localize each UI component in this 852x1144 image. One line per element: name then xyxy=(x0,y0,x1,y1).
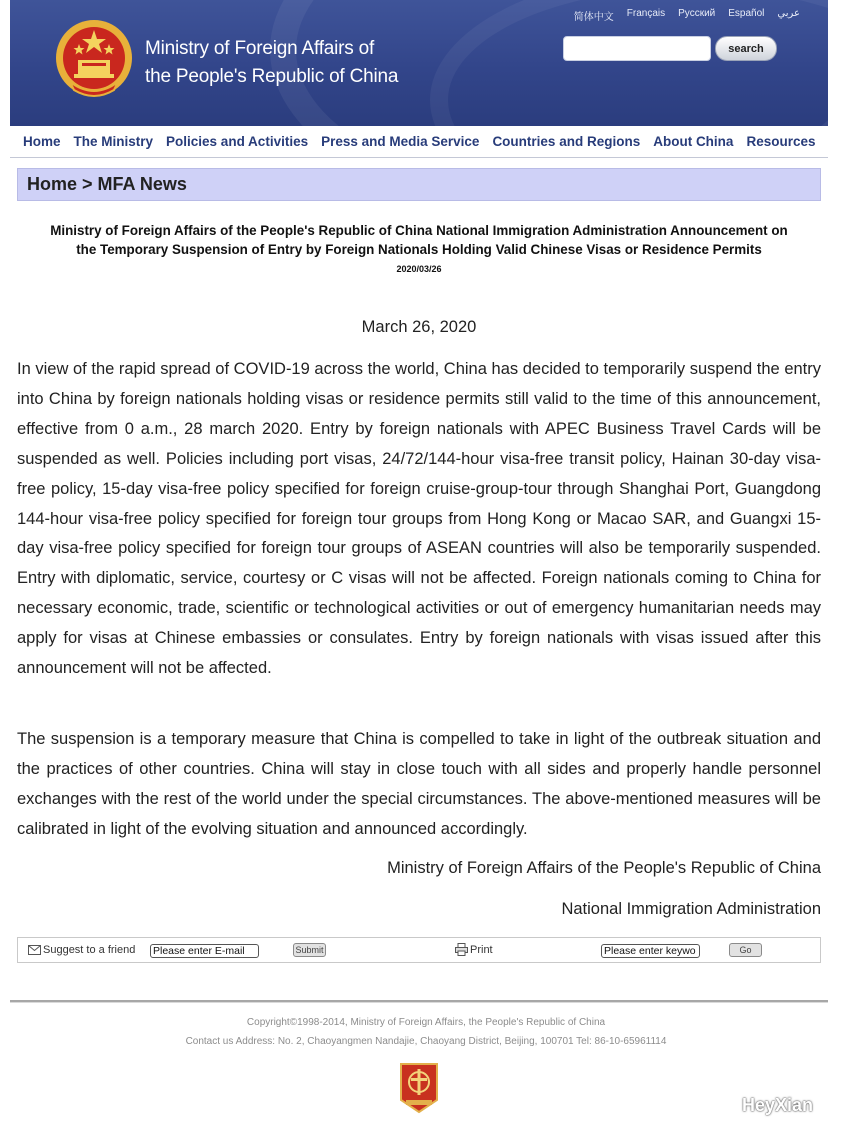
search-input[interactable] xyxy=(563,36,711,61)
national-emblem-icon xyxy=(54,16,134,100)
breadcrumb[interactable]: Home > MFA News xyxy=(17,168,821,201)
lang-link-chinese[interactable]: 简体中文 xyxy=(573,12,614,23)
wechat-watermark xyxy=(700,1092,813,1118)
lang-link-spanish[interactable]: Español xyxy=(728,8,765,19)
printer-icon[interactable] xyxy=(455,943,468,956)
nav-item-resources[interactable]: Resources xyxy=(746,134,816,149)
go-button[interactable]: Go xyxy=(729,943,762,957)
lang-link-russian[interactable]: Русский xyxy=(678,8,716,19)
article-paragraph-2: The suspension is a temporary measure that China is compelled to take in light of the outbreak situation and the practices of other countries. China will stay in close touch with all sides and properly handle personnel exchanges with the rest of the world under the special circumstances. The above-mentioned measures will be calibrated in light of the evolving situation and announced accordingly. xyxy=(17,730,821,838)
envelope-icon[interactable] xyxy=(28,945,41,955)
main-navigation xyxy=(10,126,828,158)
language-bar xyxy=(574,8,800,23)
nav-item-ministry[interactable]: The Ministry xyxy=(73,134,154,149)
nav-item-home[interactable]: Home xyxy=(23,134,61,149)
published-date: 2020/03/26 xyxy=(396,264,442,274)
article-toolbar xyxy=(17,937,821,963)
lang-link-arabic[interactable]: عربي xyxy=(777,8,800,19)
article-headline xyxy=(16,221,822,259)
site-header-banner xyxy=(10,0,828,126)
lang-link-french[interactable]: Français xyxy=(626,8,666,19)
article-paragraph-1: In view of the rapid spread of COVID-19 across the world, China has decided to temporarily suspend the entry into China by foreign nationals holding visas or residence permits still valid to the time of this announcement, effective from 0 a.m., 28 march 2020. Entry by foreign nationals with APEC Business Travel Cards will be suspended as well. Policies including port visas, 24/72/144-hour visa-free transit policy, Hainan 30-day visa-free policy, 15-day visa-free policy specified for foreign cruise-group-tour through Shanghai Port, Guangdong 144-hour visa-free policy specified for foreign tour groups from Hong Kong or Macao SAR, and Guangxi 15-day visa-free policy specified for foreign tour groups of ASEAN countries will also be temporarily suspended. Entry with diplomatic, service, courtesy or C visas will not be affected. Foreign nationals coming to China for necessary economic, trade, scientific or technological activities or out of emergency humanitarian needs may apply for visas at Chinese embassies or consulates. Entry by foreign nationals with visas issued after this announcement will not be affected. xyxy=(17,360,821,678)
site-title-line2: the People's Republic of China xyxy=(145,66,399,87)
submit-button[interactable]: Submit xyxy=(293,943,326,957)
footer-copyright: Copyright©1998-2014, Ministry of Foreign Affairs, the People's Republic of China xyxy=(246,1017,606,1028)
nav-item-press[interactable]: Press and Media Service xyxy=(321,134,480,149)
nav-item-policies[interactable]: Policies and Activities xyxy=(166,134,309,149)
keyword-search-field[interactable]: Please enter keywo xyxy=(601,944,700,958)
search-button[interactable]: search xyxy=(715,36,777,61)
site-title-line1: Ministry of Foreign Affairs of xyxy=(145,38,375,59)
suggest-friend-label[interactable]: Suggest to a friend xyxy=(43,944,136,956)
headline-line2: the Temporary Suspension of Entry by Foreign Nationals Holding Valid Chinese Visas or Residence Permits xyxy=(76,242,762,257)
signature-mfa: Ministry of Foreign Affairs of the People's Republic of China xyxy=(387,859,821,877)
government-site-badge-icon[interactable] xyxy=(398,1062,440,1114)
footer-divider xyxy=(10,1000,828,1003)
headline-line1: Ministry of Foreign Affairs of the People's Republic of China National Immigration Administration Announcement on xyxy=(50,223,788,238)
email-field[interactable]: Please enter E-mail xyxy=(150,944,259,958)
nav-item-countries[interactable]: Countries and Regions xyxy=(492,134,641,149)
article-date: March 26, 2020 xyxy=(361,318,477,336)
print-link[interactable]: Print xyxy=(470,944,493,956)
signature-nia: National Immigration Administration xyxy=(561,900,821,918)
watermark-label: HeyXian xyxy=(742,1094,814,1115)
wechat-icon xyxy=(700,1092,736,1118)
footer-contact: Contact us Address: No. 2, Chaoyangmen Nandajie, Chaoyang District, Beijing, 100701 Tel: 86-10-65961114 xyxy=(185,1036,667,1047)
site-title[interactable] xyxy=(145,35,398,91)
nav-item-about-china[interactable]: About China xyxy=(653,134,734,149)
